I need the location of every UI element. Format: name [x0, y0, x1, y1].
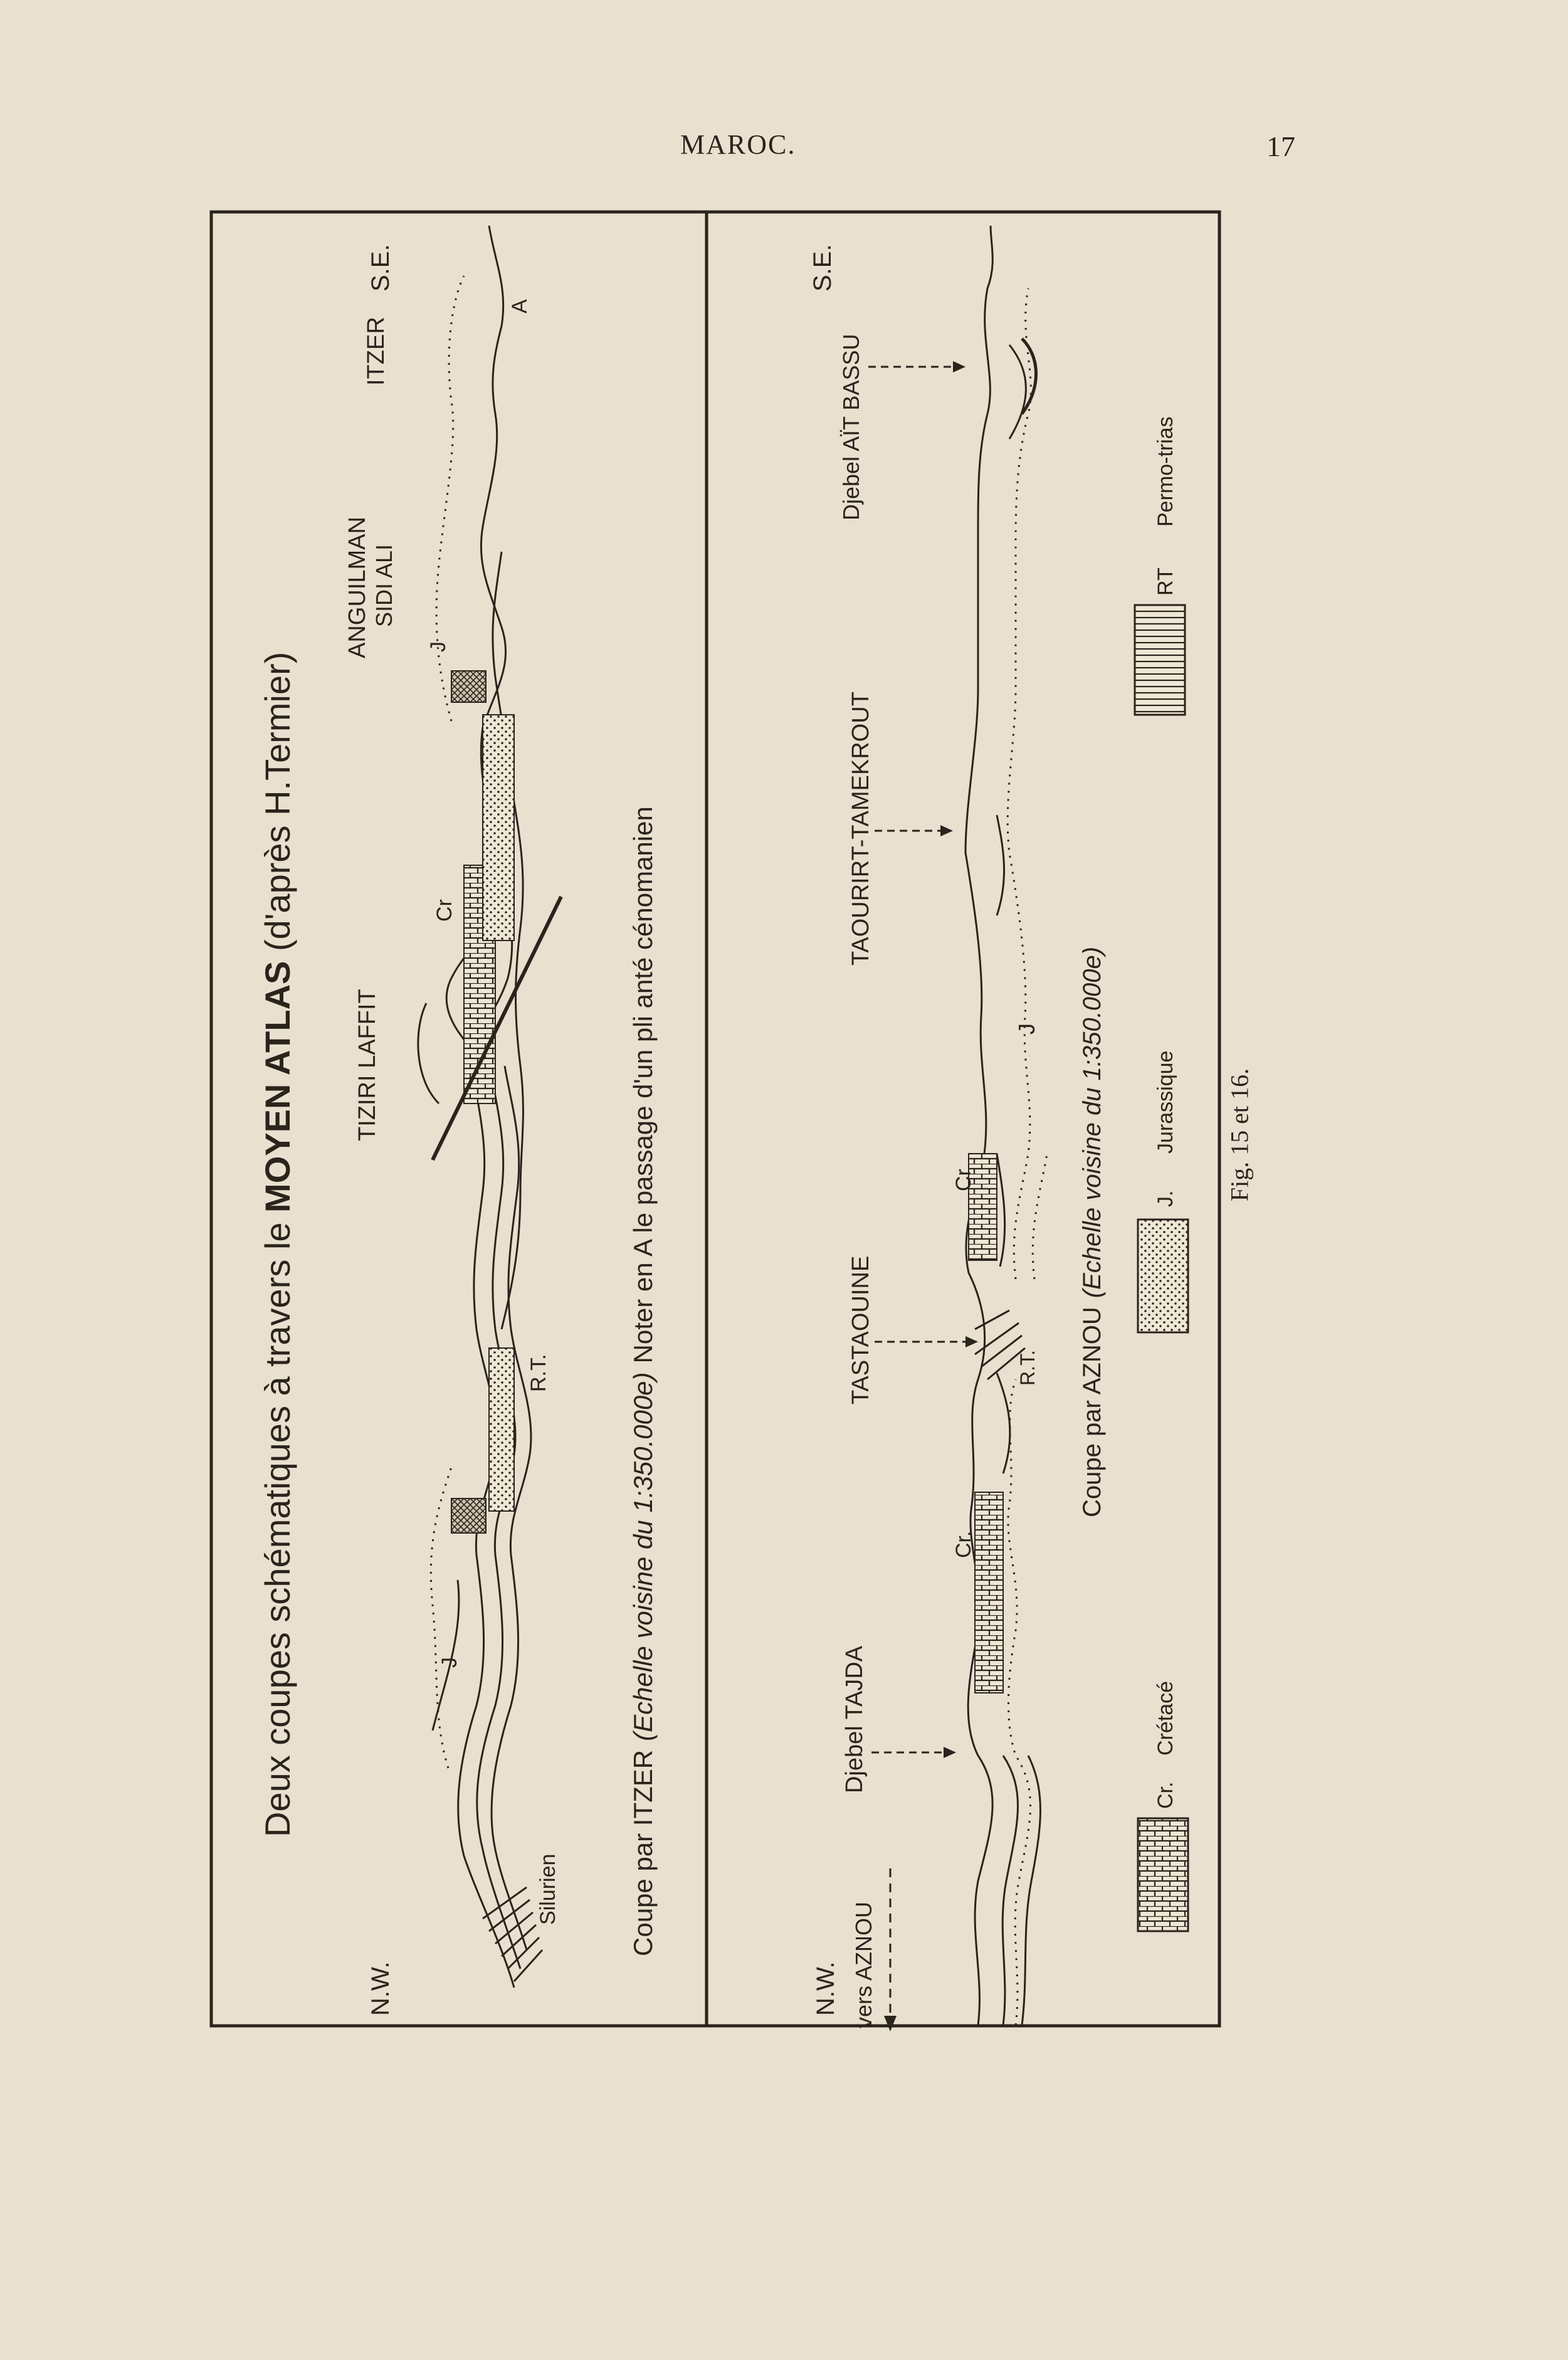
- section2-caption: Coupe par AZNOU(Echelle voisine du 1:350.000e): [1078, 946, 1106, 1517]
- place-anguilman: ANGUILMAN: [344, 517, 371, 658]
- section1-dotted-outline: [431, 276, 464, 1768]
- section2-nw-label: N.W.: [812, 1961, 839, 2016]
- legend-name-cretace: Crétacé: [1154, 1680, 1177, 1756]
- section2-label-cr-left: Cr.: [952, 1530, 976, 1558]
- layer-label-j-right: J: [426, 641, 450, 652]
- section2-label-rt: R.T.: [1016, 1350, 1039, 1386]
- section2-label-j: J: [1014, 1023, 1039, 1035]
- place-djebel-tajda: Djebel TAJDA: [841, 1645, 868, 1793]
- place-sidi-ali: SIDI ALI: [371, 544, 397, 627]
- section1-jurassic-band-2: [489, 1348, 514, 1511]
- section2-cretaceous-band-left: [975, 1492, 1003, 1693]
- layer-label-j-left: J: [438, 1657, 461, 1668]
- layer-label-cr: Cr: [433, 899, 456, 922]
- figure-caption: [1224, 1044, 1255, 1226]
- legend-swatch-cretace: [1138, 1818, 1188, 1931]
- section2-profile: [966, 226, 1040, 2025]
- legend-abbr-permo-trias: RT: [1154, 567, 1177, 596]
- place-tastaouine: TASTAOUINE: [848, 1255, 874, 1404]
- section1-nw-label: N.W.: [367, 1961, 394, 2016]
- layer-label-rt: R.T.: [527, 1354, 550, 1392]
- section1-jurassic-band: [483, 715, 514, 940]
- legend-abbr-jurassique: J.: [1154, 1190, 1177, 1207]
- layer-label-a: A: [508, 299, 532, 313]
- section2-se-label: S.E.: [809, 244, 836, 292]
- section2-direction-label: vers AZNOU: [851, 1901, 876, 2028]
- section1-profile: [418, 226, 531, 1988]
- section1-hatch-silurien: [483, 1887, 542, 1981]
- legend-name-jurassique: Jurassique: [1154, 1050, 1177, 1154]
- section2-label-cr-mid: Cr: [952, 1169, 976, 1191]
- section2-dotted-layers: [1008, 288, 1047, 2025]
- place-itzer: ITZER: [363, 317, 389, 386]
- section1-se-label: S.E.: [367, 244, 394, 292]
- layer-label-silurien: Silurien: [536, 1853, 560, 1925]
- section1-caption: Coupe par ITZER(Echelle voisine du 1:350.000e)Noter en A le passage d'un pli anté cénomanien: [628, 806, 658, 1956]
- figure-caption-text: Fig. 15 et 16.: [1225, 1068, 1254, 1202]
- place-taourirt: TAOURIRT-TAMEKROUT: [848, 692, 874, 966]
- legend: [1135, 416, 1188, 1931]
- legend-abbr-cretace: Cr.: [1154, 1781, 1177, 1809]
- page-number: 17: [1266, 130, 1295, 162]
- running-title: MAROC.: [680, 129, 796, 160]
- section2-direction-arrowhead: [884, 2016, 897, 2031]
- place-ait-bassu: Djebel AÏT BASSU: [838, 334, 864, 520]
- legend-swatch-jurassique: [1138, 1220, 1188, 1332]
- section1-crosshatch-1: [451, 671, 486, 702]
- main-title: Deux coupes schématiques à travers le MOYEN ATLAS (d'après H.Termier): [258, 651, 297, 1837]
- legend-name-permo-trias: Permo-trias: [1154, 416, 1177, 527]
- section1-crosshatch-2: [451, 1499, 486, 1533]
- legend-swatch-permo-trias: [1135, 605, 1185, 715]
- place-tiziri-laffit: TIZIRI LAFFIT: [354, 989, 381, 1141]
